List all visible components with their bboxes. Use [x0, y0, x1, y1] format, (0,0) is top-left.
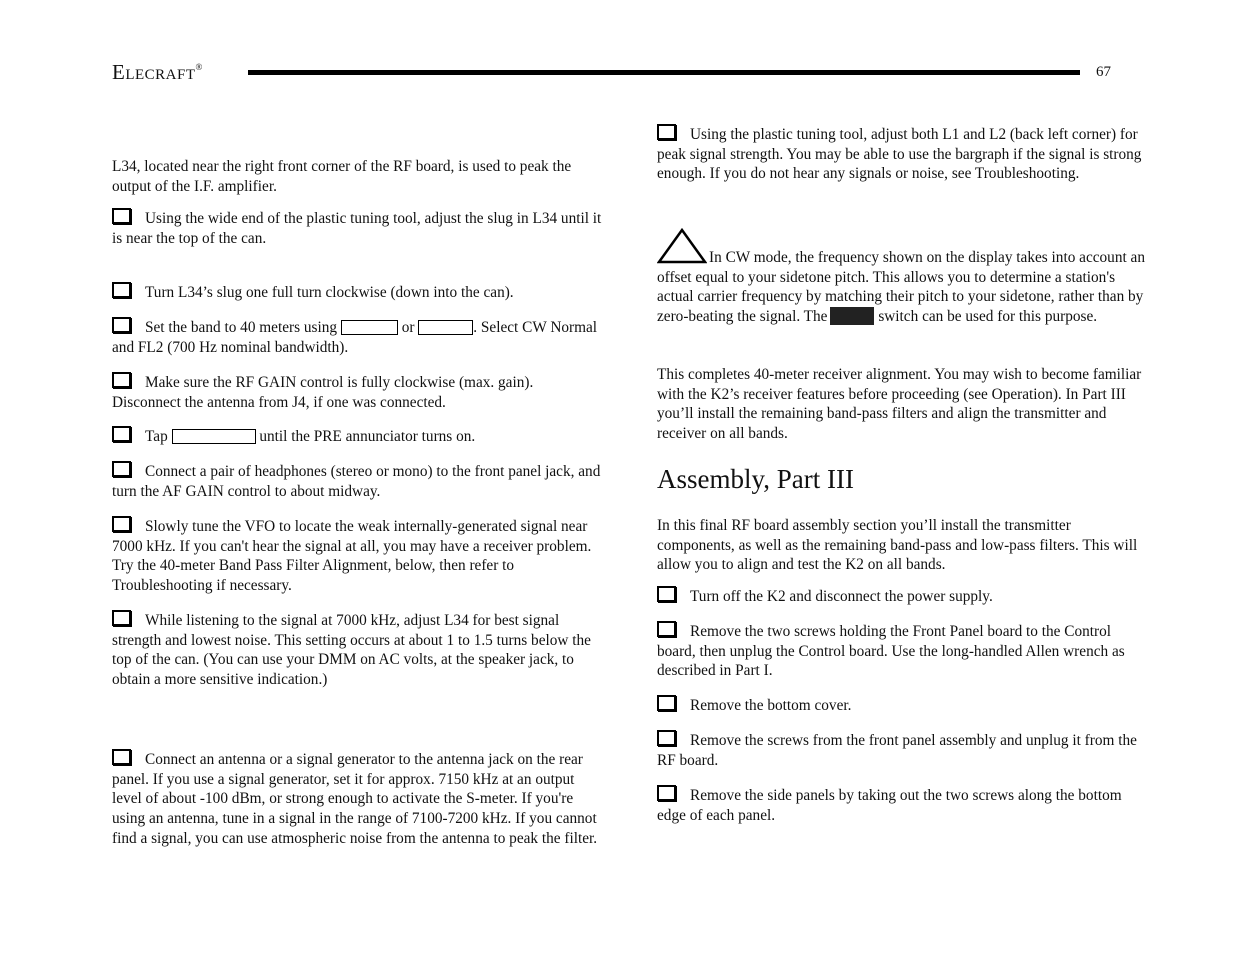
- step-text: Turn off the K2 and disconnect the power supply.: [690, 588, 993, 605]
- step-tap-pre: [112, 426, 602, 447]
- step-checkbox[interactable]: [112, 317, 131, 333]
- step-text: Connect an antenna or a signal generator to the antenna jack on the rear panel. If you use a signal generator, set it for approx. 7150 kHz at an output level of about -100 dBm, or strong enough to activate the S-meter. If you're using an antenna, tune in a signal in the range of 7100-7200 kHz. If you cannot find a signal, you can use atmospheric noise from the antenna to peak the filter.: [112, 751, 598, 847]
- step-text: Remove the screws from the front panel assembly and unplug it from the RF board.: [657, 732, 1137, 769]
- step-text: until the PRE annunciator turns on.: [259, 428, 476, 445]
- step-checkbox[interactable]: [657, 124, 676, 140]
- step-checkbox[interactable]: [657, 695, 676, 711]
- step-remove-side-panels: [657, 785, 1147, 825]
- step-text: While listening to the signal at 7000 kHz, adjust L34 for best signal strength and lowest noise. This setting occurs at about 1 to 1.5 turns below the top of the can. (You can use your DMM on AC volts, at the speaker jack, to obtain a more sensitive indication.): [112, 612, 591, 689]
- step-checkbox[interactable]: [657, 730, 676, 746]
- step-checkbox[interactable]: [657, 586, 676, 602]
- step-text: Tap: [145, 428, 168, 445]
- step-checkbox[interactable]: [112, 426, 131, 442]
- warning-note: [657, 228, 1147, 327]
- step-text: Using the plastic tuning tool, adjust both L1 and L2 (back left corner) for peak signal strength. You may be able to use the bargraph if the signal is strong enough. If you do not hear any signals or noise, see Troubleshooting.: [657, 126, 1142, 183]
- section-heading: Assembly, Part III: [657, 464, 854, 494]
- step-remove-front-assembly: [657, 730, 1147, 770]
- step-text: Turn L34’s slug one full turn clockwise (down into the can).: [145, 284, 514, 301]
- step-text: Make sure the RF GAIN control is fully clockwise (max. gain). Disconnect the antenna from J4, if one was connected.: [112, 374, 534, 411]
- band-down-key-placeholder: [341, 320, 398, 335]
- brand-initial: E: [112, 60, 126, 84]
- step-remove-bottom-cover: [657, 695, 1147, 716]
- step-checkbox[interactable]: [657, 785, 676, 801]
- step-adjust-l1-l2: [657, 124, 1147, 184]
- header-rule: [248, 70, 1080, 75]
- page-number: 67: [1096, 64, 1111, 80]
- step-text: or: [401, 319, 415, 336]
- step-text: Slowly tune the VFO to locate the weak internally-generated signal near 7000 kHz. If you can't hear the signal at all, you may have a receiver problem. Try the 40-meter Band Pass Filter Alignment, below, then refer to Troubleshooting if necessary.: [112, 518, 592, 595]
- step-tune-vfo: [112, 516, 602, 596]
- brand-rest: LECRAFT: [125, 67, 196, 83]
- step-rf-gain: [112, 372, 602, 412]
- completion-paragraph: This completes 40-meter receiver alignment. You may wish to become familiar with the K2’s receiver features before proceeding (see Operation). In Part III you’ll install the remaining band-pass filters and align the transmitter and receiver on all bands.: [657, 366, 1142, 443]
- intro-paragraph: L34, located near the right front corner of the RF board, is used to peak the output of the I.F. amplifier.: [112, 158, 572, 195]
- step-checkbox[interactable]: [112, 461, 131, 477]
- step-checkbox[interactable]: [112, 610, 131, 626]
- section-intro: In this final RF board assembly section you’ll install the transmitter components, as well as the remaining band-pass and low-pass filters. This will allow you to align and test the K2 on all bands.: [657, 517, 1138, 574]
- warning-text-tail: switch can be used for this purpose.: [878, 308, 1098, 326]
- step-power-off: [657, 586, 1147, 607]
- band-up-key-placeholder: [418, 320, 473, 335]
- step-set-band: [112, 317, 602, 357]
- step-checkbox[interactable]: [657, 621, 676, 637]
- redacted-switch-label: [830, 307, 874, 325]
- step-turn-slug: [112, 282, 602, 303]
- step-text: Connect a pair of headphones (stereo or mono) to the front panel jack, and turn the AF GAIN control to about midway.: [112, 463, 601, 500]
- step-text: . Select CW Normal and FL2 (700 Hz nominal bandwidth).: [112, 319, 598, 356]
- step-headphones: [112, 461, 602, 501]
- step-checkbox[interactable]: [112, 208, 131, 224]
- brand-logo: [112, 60, 203, 85]
- step-adjust-slug: [112, 208, 602, 248]
- step-listen-l34: [112, 610, 602, 690]
- step-checkbox[interactable]: [112, 372, 131, 388]
- warning-icon: [657, 228, 707, 264]
- step-checkbox[interactable]: [112, 516, 131, 532]
- pre-key-placeholder: [172, 429, 256, 444]
- step-text: Remove the side panels by taking out the two screws along the bottom edge of each panel.: [657, 787, 1122, 824]
- registered-mark: ®: [195, 62, 203, 72]
- step-text: Remove the two screws holding the Front Panel board to the Control board, then unplug the Control board. Use the long-handled Allen wrench as described in Part I.: [657, 623, 1125, 680]
- step-text: Using the wide end of the plastic tuning tool, adjust the slug in L34 until it is near the top of the can.: [112, 210, 602, 247]
- step-checkbox[interactable]: [112, 749, 131, 765]
- step-text: Remove the bottom cover.: [690, 697, 852, 714]
- step-remove-front-screws: [657, 621, 1147, 681]
- step-connect-antenna: [112, 749, 602, 849]
- step-text: Set the band to 40 meters using: [145, 319, 338, 336]
- step-checkbox[interactable]: [112, 282, 131, 298]
- warning-text: In CW mode, the frequency shown on the display takes into account an offset equal to your sidetone pitch. This allows you to determine a station's actual carrier frequency by matching their pitch to your sidetone, rather than by zero-beating the signal. The: [657, 249, 1145, 326]
